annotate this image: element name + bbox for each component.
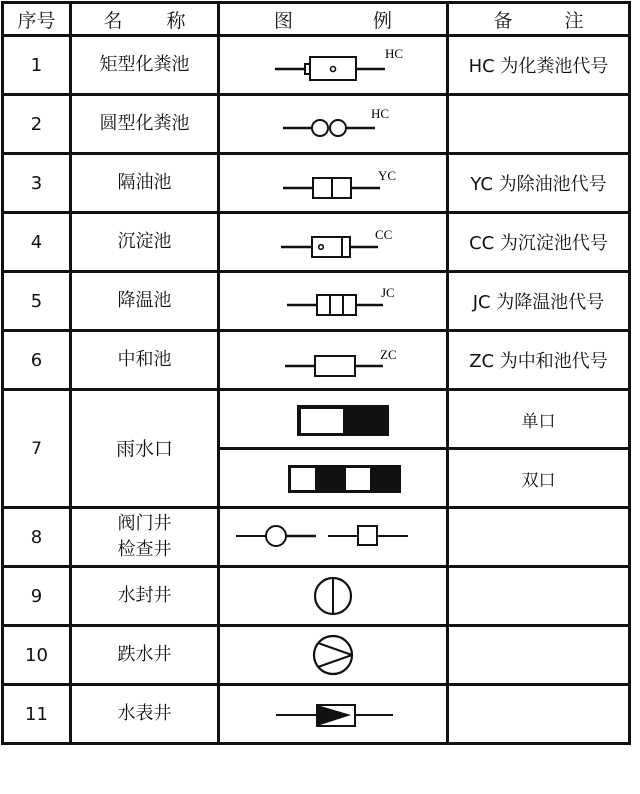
row-name: 雨水口 <box>71 390 219 508</box>
row-symbol <box>219 154 448 213</box>
table-row <box>3 95 630 154</box>
row-note: CC 为沉淀池代号 <box>448 213 630 272</box>
row-symbol <box>219 95 448 154</box>
row-note: ZC 为中和池代号 <box>448 331 630 390</box>
row-name <box>71 508 219 567</box>
svg-text:JC: JC <box>381 285 395 300</box>
row-name: 跌水井 <box>71 626 219 685</box>
row-note <box>448 508 630 567</box>
water-seal-well-icon <box>253 574 413 618</box>
svg-text:CC: CC <box>375 227 393 242</box>
row-symbol <box>219 567 448 626</box>
row-number: 6 <box>3 331 71 390</box>
row-name: 圆型化粪池 <box>71 95 219 154</box>
row-note: HC 为化粪池代号 <box>448 36 630 95</box>
row-number: 9 <box>3 567 71 626</box>
row-name: 中和池 <box>71 331 219 390</box>
header-no: 序号 <box>3 3 71 36</box>
row-note <box>448 567 630 626</box>
svg-text:YC: YC <box>378 168 397 183</box>
valve-well-inspection-well-icon <box>233 517 433 557</box>
svg-text:HC: HC <box>385 46 404 61</box>
row-symbol <box>219 449 448 508</box>
row-number: 11 <box>3 685 71 744</box>
table-row <box>3 331 630 390</box>
table-row <box>3 154 630 213</box>
row-name: 矩型化粪池 <box>71 36 219 95</box>
table-row <box>3 508 630 567</box>
neutralization-tank-icon <box>253 340 413 380</box>
row-number: 5 <box>3 272 71 331</box>
table-row <box>3 567 630 626</box>
single-rain-inlet-icon <box>253 399 413 439</box>
row-symbol <box>219 331 448 390</box>
water-meter-well-icon <box>253 694 413 734</box>
row-number: 8 <box>3 508 71 567</box>
table-row <box>3 626 630 685</box>
row-note: YC 为除油池代号 <box>448 154 630 213</box>
drop-well-icon <box>253 633 413 677</box>
row-symbol <box>219 390 448 449</box>
svg-text:HC: HC <box>371 106 390 121</box>
row-note: 单口 <box>448 390 630 449</box>
table-row <box>3 36 630 95</box>
row-number: 1 <box>3 36 71 95</box>
row-symbol <box>219 508 448 567</box>
header-note: 备 注 <box>448 3 630 36</box>
sedimentation-tank-icon <box>253 222 413 262</box>
row-symbol <box>219 272 448 331</box>
row-name: 降温池 <box>71 272 219 331</box>
header-symbol: 图 例 <box>219 3 448 36</box>
row-name: 水封井 <box>71 567 219 626</box>
row-name-line2: 检查井 <box>117 539 172 560</box>
row-name: 水表井 <box>71 685 219 744</box>
row-symbol <box>219 213 448 272</box>
header-row <box>3 3 630 36</box>
row-note <box>448 626 630 685</box>
round-septic-tank-icon <box>253 104 413 144</box>
row-number: 3 <box>3 154 71 213</box>
row-number: 4 <box>3 213 71 272</box>
row-number: 10 <box>3 626 71 685</box>
row-number: 7 <box>3 390 71 508</box>
cooling-tank-icon <box>253 281 413 321</box>
header-name: 名 称 <box>71 3 219 36</box>
row-symbol <box>219 626 448 685</box>
grease-trap-icon <box>253 163 413 203</box>
table-row <box>3 390 630 449</box>
drainage-symbol-legend-table <box>1 1 631 745</box>
rect-septic-tank-icon <box>253 45 413 85</box>
row-note <box>448 95 630 154</box>
row-name-line1: 阀门井 <box>117 513 172 534</box>
row-symbol <box>219 685 448 744</box>
row-symbol <box>219 36 448 95</box>
svg-text:ZC: ZC <box>380 347 397 362</box>
row-name: 隔油池 <box>71 154 219 213</box>
row-note <box>448 685 630 744</box>
double-rain-inlet-icon <box>253 458 413 498</box>
table-row <box>3 685 630 744</box>
table-row <box>3 213 630 272</box>
row-note: 双口 <box>448 449 630 508</box>
row-number: 2 <box>3 95 71 154</box>
row-name: 沉淀池 <box>71 213 219 272</box>
row-note: JC 为降温池代号 <box>448 272 630 331</box>
table-row <box>3 272 630 331</box>
